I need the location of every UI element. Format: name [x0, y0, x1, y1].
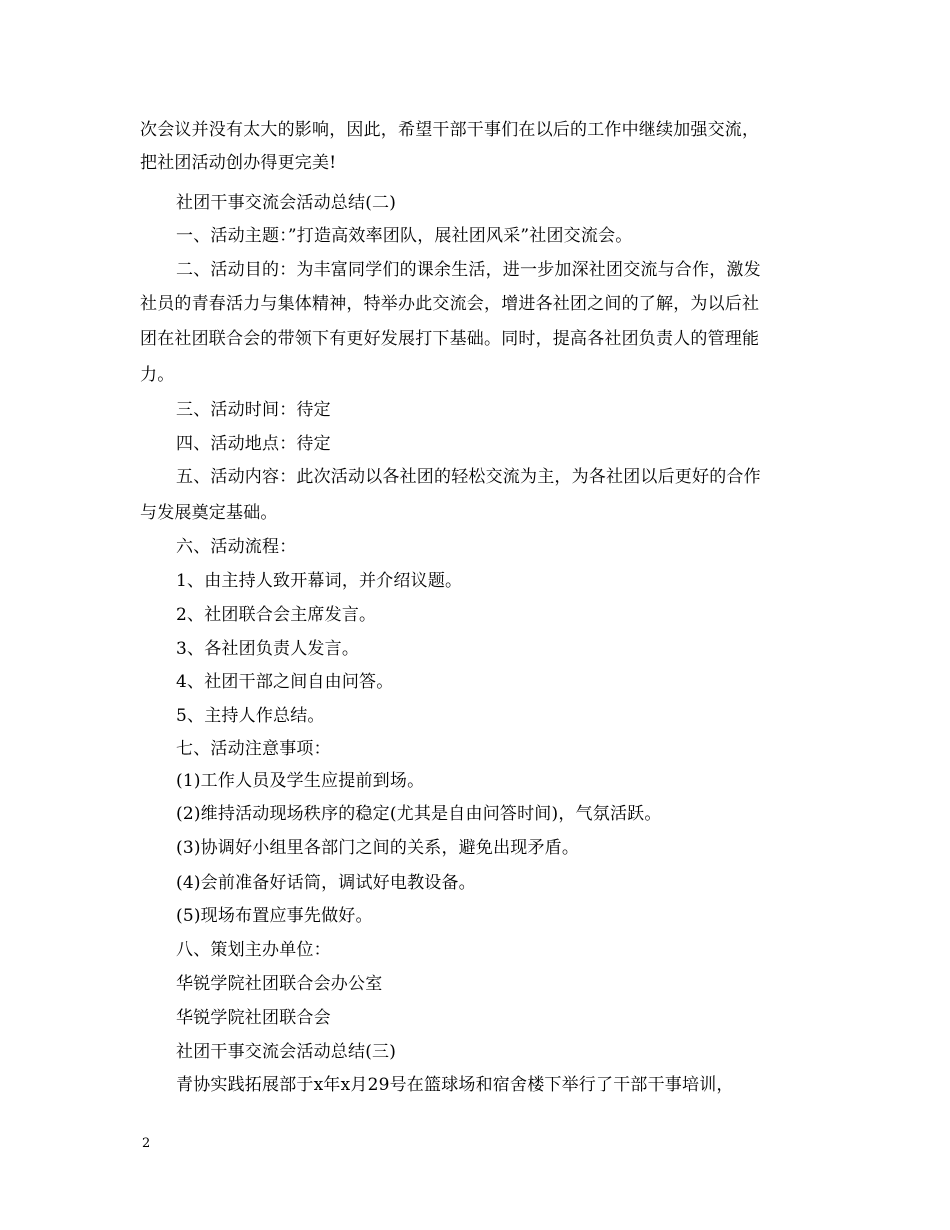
paragraph-line: 四、活动地点：待定	[176, 434, 331, 454]
paragraph-line: 八、策划主办单位：	[176, 940, 331, 960]
paragraph-line: 社员的青春活力与集体精神，特举办此交流会，增进各社团之间的了解，为以后社	[140, 294, 760, 314]
paragraph-line: 次会议并没有太大的影响，因此，希望干部干事们在以后的工作中继续加强交流，	[140, 120, 760, 140]
list-item: 3、各社团负责人发言。	[176, 639, 360, 659]
paragraph-line: 二、活动目的：为丰富同学们的课余生活，进一步加深社团交流与合作，激发	[176, 260, 761, 280]
list-item: 5、主持人作总结。	[176, 706, 325, 726]
paragraph-line: 一、活动主题：”打造高效率团队，展社团风采”社团交流会。	[176, 226, 633, 246]
list-item: (1)工作人员及学生应提前到场。	[176, 771, 425, 791]
paragraph-line: 六、活动流程：	[176, 537, 297, 557]
paragraph-line: 五、活动内容：此次活动以各社团的轻松交流为主，为各社团以后更好的合作	[176, 467, 761, 487]
paragraph-line: 华锐学院社团联合会办公室	[176, 974, 383, 994]
paragraph-line: 与发展奠定基础。	[140, 503, 278, 523]
paragraph-line: 团在社团联合会的带领下有更好发展打下基础。同时，提高各社团负责人的管理能	[140, 329, 760, 349]
list-item: 2、社团联合会主席发言。	[176, 605, 377, 625]
list-item: 4、社团干部之间自由问答。	[176, 672, 394, 692]
list-item: (2)维持活动现场秩序的稳定(尤其是自由问答时间)，气氛活跃。	[176, 804, 662, 824]
paragraph-line: 三、活动时间：待定	[176, 400, 331, 420]
list-item: (4)会前准备好话筒，调试好电教设备。	[176, 873, 476, 893]
paragraph-line: 把社团活动创办得更完美!	[140, 153, 337, 173]
section-heading: 社团干事交流会活动总结(三)	[176, 1042, 397, 1062]
list-item: (3)协调好小组里各部门之间的关系，避免出现矛盾。	[176, 838, 580, 858]
paragraph-line: 七、活动注意事项：	[176, 739, 331, 759]
paragraph-line: 青协实践拓展部于x年x月29号在篮球场和宿舍楼下举行了干部干事培训，	[176, 1075, 734, 1095]
list-item: 1、由主持人致开幕词，并介绍议题。	[176, 571, 463, 591]
list-item: (5)现场布置应事先做好。	[176, 906, 373, 926]
paragraph-line: 力。	[140, 365, 175, 385]
paragraph-line: 华锐学院社团联合会	[176, 1008, 331, 1028]
section-heading: 社团干事交流会活动总结(二)	[176, 193, 397, 213]
page-number: 2	[142, 1136, 151, 1151]
